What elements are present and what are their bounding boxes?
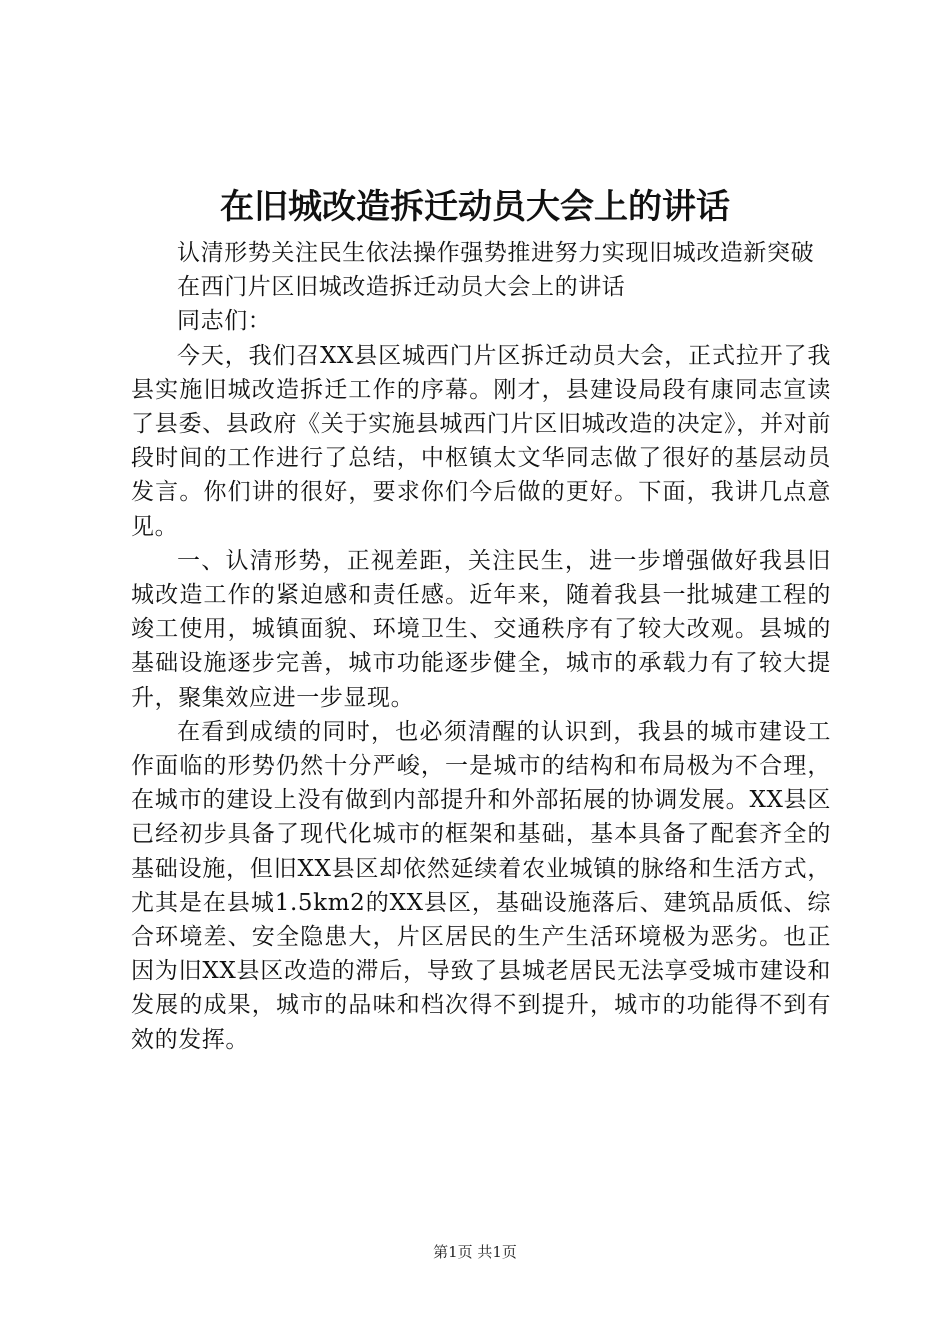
salutation-paragraph: 同志们： [177, 308, 272, 335]
body-paragraph: 今天，我们召XX县区城西门片区拆迁动员大会，正式拉开了我县实施旧城改造拆迁工作的序幕。刚才，县建设局段有康同志宣读了县委、县政府《关于实施县城西门片区旧城改造的决定》，并对前段时间的工作进行了总结，中枢镇太文华同志做了很好的基层动员发言。你们讲的很好，要求你们今后做的更好。下面，我讲几点意见。 [131, 342, 831, 540]
document-title: 在旧城改造拆迁动员大会上的讲话 [220, 187, 730, 227]
body-paragraph: 一、认清形势，正视差距，关注民生，进一步增强做好我县旧城改造工作的紧迫感和责任感。近年来，随着我县一批城建工程的竣工使用，城镇面貌、环境卫生、交通秩序有了较大改观。县城的基础设施逐步完善，城市功能逐步健全，城市的承载力有了较大提升，聚集效应进一步显现。 [131, 547, 831, 711]
body-paragraph: 在看到成绩的同时，也必须清醒的认识到，我县的城市建设工作面临的形势仍然十分严峻，一是城市的结构和布局极为不合理，在城市的建设上没有做到内部提升和外部拓展的协调发展。XX县区已经初步具备了现代化城市的框架和基础，基本具备了配套齐全的基础设施，但旧XX县区却依然延续着农业城镇的脉络和生活方式，尤其是在县城1.5km2的XX县区，基础设施落后、建筑品质低、综合环境差、安全隐患大，片区居民的生产生活环境极为恶劣。也正因为旧XX县区改造的滞后，导致了县城老居民无法享受城市建设和发展的成果，城市的品味和档次得不到提升，城市的功能得不到有效的发挥。 [131, 718, 831, 1053]
document-body [131, 236, 831, 1057]
subtitle-paragraph: 认清形势关注民生依法操作强势推进努力实现旧城改造新突破 [177, 240, 815, 266]
speech-heading-paragraph: 在西门片区旧城改造拆迁动员大会上的讲话 [177, 274, 626, 301]
page-number-footer: 第1页 共1页 [433, 1243, 517, 1261]
